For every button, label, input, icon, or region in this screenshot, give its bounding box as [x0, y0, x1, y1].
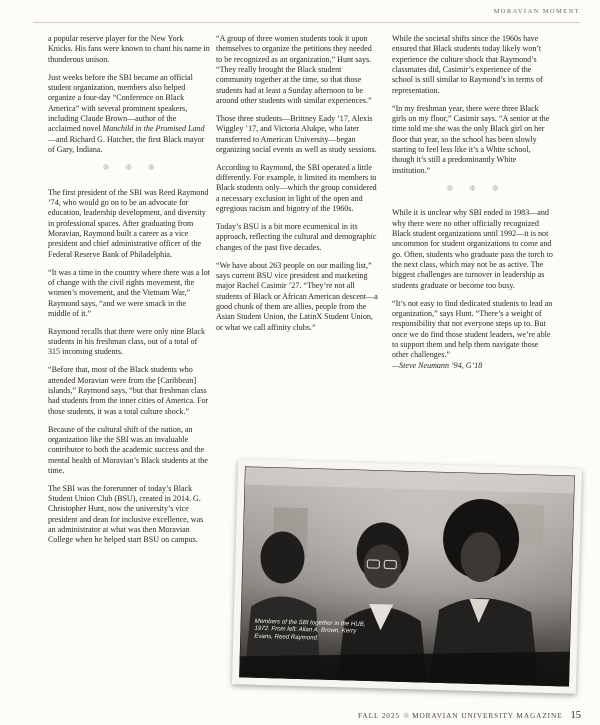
paragraph-text: —and Richard G. Hatcher, the first Black mayor of Gary, Indiana. [48, 134, 205, 154]
paragraph: While the societal shifts since the 1960s have ensured that Black students today likely won’t experience the culture shock that Raymond’s classmates did, Casimir’s experience of the school is still similar to Raymond’s in terms of representation. [392, 34, 543, 95]
paragraph: While it is unclear why SBI ended in 1983—and why there were no other officially recognized Black student organizations until 1992—it is not uncommon for student organizations to come and go. Often, students who graduate pass the torch to the next class, which may not be as active. The biggest challenges are turnover in leadership as students graduate or become too busy. [392, 208, 553, 290]
photo-caption: Members of the SBI together in the HUB, 1972. From left: Allan A. Brown, Kerry Evans, Reed Raymond. [254, 617, 366, 642]
issue-label: FALL 2025 [358, 711, 400, 720]
paragraph: “A group of three women students took it upon themselves to organize the petitions they needed to be recognized as an organization,” Hunt says. “They really brought the Black student community together at the time, so that those students had at least a Sunday afternoon to be around other students with similar experiences.” [216, 34, 372, 106]
page-footer [358, 710, 581, 721]
paragraph: “We have about 263 people on our mailing list,” says current BSU vice president and marketing major Rachel Casimir ’27. “They’re not all students of Black or African American descent—a good chunk of them are allies, people from the Asian Student Union, the LatinX Student Union, or what we call affinity clubs.” [216, 260, 378, 332]
paragraph [392, 299, 554, 371]
paragraph: Because of the cultural shift of the nation, an organization like the SBI was an invaluable contributor to both the academic success and the mental health of Moravian’s Black students at the time. [48, 424, 208, 475]
article-column-2 [216, 34, 378, 340]
paragraph: “Before that, most of the Black students who attended Moravian were from the [Caribbean] islands,” Raymond says, “but that freshman class had students from the inner cities of America. For those students, it was a total culture shock.” [48, 365, 209, 416]
paragraph: According to Raymond, the SBI operated a little differently. For example, it limited its members to Black students only—which the group considered a necessary exclusion in light of the open and egregious racism and bigotry of the 1960s. [216, 162, 377, 214]
page-number: 15 [570, 710, 582, 721]
paragraph: a popular reserve player for the New York Knicks. His fans were known to chant his name in thunderous unison. [48, 34, 210, 64]
magazine-name: MORAVIAN UNIVERSITY MAGAZINE [412, 711, 563, 720]
section-ornament: ❊ ❊ ❊ [446, 183, 506, 193]
paragraph [48, 73, 210, 156]
article-column-3 [392, 34, 554, 378]
footer-separator: ❊ [402, 711, 410, 720]
section-ornament: ❊ ❊ ❊ [102, 163, 162, 173]
paragraph: Raymond recalls that there were only nine Black students in his freshman class, out of a total of 315 incoming students. [48, 326, 206, 357]
photo-image [239, 466, 575, 686]
paragraph: The first president of the SBI was Reed Raymond ’74, who would go on to be an advocate for education, leadership development, and diversity in professional spaces. After graduating from Moravian, Raymond built a career as a vice president and chief administrative officer of the Federal Reserve Bank of Philadelphia. [48, 187, 209, 259]
top-rule [33, 22, 580, 23]
book-title: Manchild in the Promised Land [102, 124, 205, 134]
author-signature: —Steve Neumann ’94, G’18 [392, 360, 483, 370]
paragraph-text: Just weeks before the SBI became an official student organization, members also helped organize a four-day “Conference on Black America” with several prominent speakers, including Claude Brown—author of the acclaimed novel [48, 72, 193, 134]
archival-photo [232, 459, 582, 694]
paragraph: “In my freshman year, there were three Black girls on my floor,” Casimir says. “A senior at the time told me she was the only Black girl on her floor that year, so the school has been slowly starting to feel less like it’s a White school, though it’s still a predominantly White institution.” [392, 103, 550, 175]
paragraph: “It was a time in the country where there was a lot of change with the civil rights movement, the women’s movement, and the Vietnam War,” Raymond says, “and we were smack in the middle of it.” [48, 267, 210, 318]
paragraph-text: “It’s not easy to find dedicated students to lead an organization,” says Hunt. “There’s a weight of responsibility that not everyone steps up to. But once we do find those student leaders, we’re able to support them and help them navigate those other challenges.” [392, 298, 553, 360]
paragraph: The SBI was the forerunner of today’s Black Student Union Club (BSU), created in 2014. G. Christopher Hunt, now the university’s vice president and dean for inclusive excellence, was an administrator at what was then Moravian College when he helped start BSU on campus. [48, 483, 204, 545]
paragraph: Today’s BSU is a bit more ecumenical in its approach, reflecting the cultural and demographic changes of the past five decades. [216, 222, 377, 252]
running-head: MORAVIAN MOMENT [493, 8, 580, 15]
article-column-1 [48, 34, 210, 553]
paragraph: Those three students—Brittney Eady ’17, Alexis Wiggley ’17, and Victoria Alukpe, who later transferred to American University—began organizing social events as well as study sessions. [216, 113, 377, 154]
